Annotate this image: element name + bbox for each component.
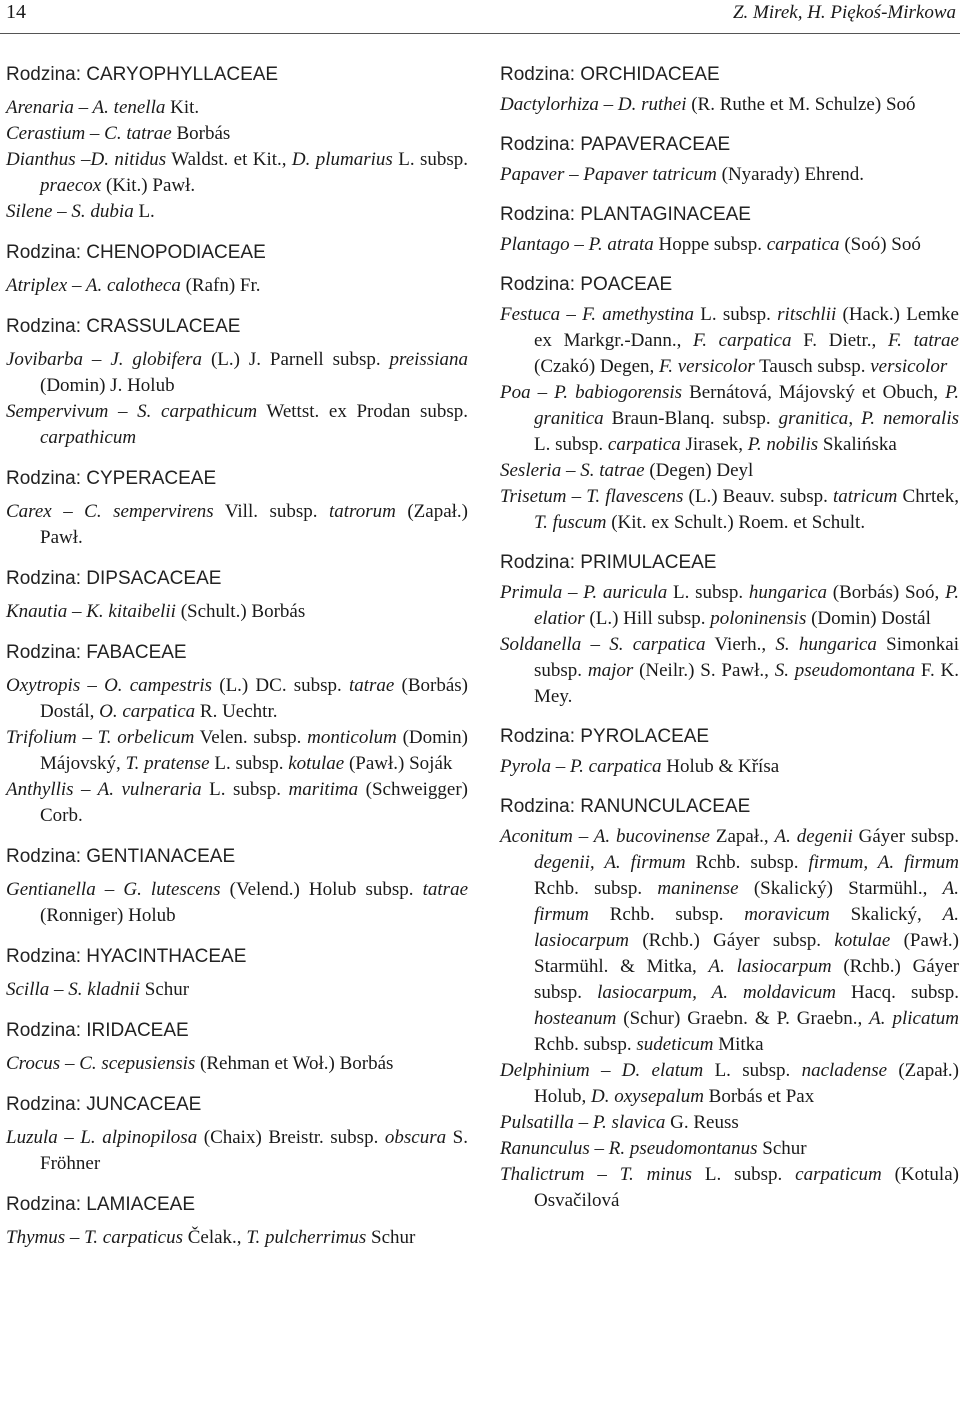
family-heading: Rodzina: FABACEAE <box>6 642 187 663</box>
taxon-entry: Pyrola – P. carpatica Holub & Křísa <box>500 756 780 777</box>
taxon-entry: Sesleria – S. tatrae (Degen) Deyl <box>500 460 754 481</box>
taxon-entry: Knautia – K. kitaibelii (Schult.) Borbás <box>6 601 306 622</box>
family-section <box>6 1018 468 1077</box>
family-section <box>6 566 468 625</box>
family-section <box>500 550 959 710</box>
taxon-entry: Oxytropis – O. campestris (L.) DC. subsp. tatrae (Borbás) Dostál, O. carpatica R. Uechtr. <box>6 675 468 722</box>
taxon-entry: Anthyllis – A. vulneraria L. subsp. maritima (Schweigger) Corb. <box>6 779 468 826</box>
family-heading: Rodzina: CRASSULACEAE <box>6 316 241 337</box>
family-heading: Rodzina: CARYOPHYLLACEAE <box>6 64 279 85</box>
taxon-entry: Papaver – Papaver tatricum (Nyarady) Ehrend. <box>500 164 865 185</box>
family-section <box>6 1192 468 1251</box>
taxon-entry: Pulsatilla – P. slavica G. Reuss <box>500 1112 739 1133</box>
taxon-entry: Delphinium – D. elatum L. subsp. nacladense (Zapał.) Holub, D. oxysepalum Borbás et Pax <box>500 1060 959 1107</box>
taxon-entry: Luzula – L. alpinopilosa (Chaix) Breistr. subsp. obscura S. Fröhner <box>6 1127 468 1174</box>
taxon-entry: Scilla – S. kladnii Schur <box>6 979 190 1000</box>
family-heading: Rodzina: POACEAE <box>500 274 673 295</box>
taxon-entry: Crocus – C. scepusiensis (Rehman et Woł.) Borbás <box>6 1053 394 1074</box>
family-heading: Rodzina: JUNCACEAE <box>6 1094 202 1115</box>
left-column <box>6 62 468 1266</box>
family-heading: Rodzina: RANUNCULACEAE <box>500 796 751 817</box>
family-section <box>6 314 468 451</box>
taxon-entry: Primula – P. auricula L. subsp. hungarica (Borbás) Soó, P. elatior (L.) Hill subsp. poloninensis (Domin) Dostál <box>500 582 959 629</box>
page-number: 14 <box>6 1 26 23</box>
taxon-entry: Atriplex – A. calotheca (Rafn) Fr. <box>6 275 261 296</box>
family-heading: Rodzina: PRIMULACEAE <box>500 552 717 573</box>
family-section <box>500 62 959 118</box>
taxon-entry: Thymus – T. carpaticus Čelak., T. pulcherrimus Schur <box>6 1227 416 1248</box>
family-section <box>6 466 468 551</box>
family-section <box>6 1092 468 1177</box>
taxon-entry: Gentianella – G. lutescens (Velend.) Holub subsp. tatrae (Ronniger) Holub <box>6 879 469 926</box>
family-heading: Rodzina: PLANTAGINACEAE <box>500 204 751 225</box>
running-head: Z. Mirek, H. Piękoś-Mirkowa <box>732 2 956 23</box>
taxon-entry: Festuca – F. amethystina L. subsp. ritschlii (Hack.) Lemke ex Markgr.-Dann., F. carpatica F. Dietr., F. tatrae (Czakó) Degen, F. versicolor Tausch subsp. versicolor <box>500 304 959 377</box>
family-heading: Rodzina: HYACINTHACEAE <box>6 946 247 967</box>
family-heading: Rodzina: ORCHIDACEAE <box>500 64 720 85</box>
taxon-entry: Plantago – P. atrata Hoppe subsp. carpatica (Soó) Soó <box>500 234 921 255</box>
taxon-entry: Trifolium – T. orbelicum Velen. subsp. monticolum (Domin) Májovský, T. pratense L. subsp. kotulae (Pawł.) Soják <box>6 727 468 774</box>
taxon-entry: Dianthus –D. nitidus Waldst. et Kit., D. plumarius L. subsp. praecox (Kit.) Pawł. <box>6 149 469 196</box>
family-section <box>500 202 959 258</box>
family-section <box>6 62 468 225</box>
family-heading: Rodzina: CYPERACEAE <box>6 468 217 489</box>
taxon-entry: Soldanella – S. carpatica Vierh., S. hungarica Simonkai subsp. major (Neilr.) S. Pawł., S. pseudomontana F. K. Mey. <box>500 634 960 707</box>
family-section <box>500 132 959 188</box>
right-column <box>500 62 959 1228</box>
family-heading: Rodzina: GENTIANACEAE <box>6 846 236 867</box>
family-heading: Rodzina: PYROLACEAE <box>500 726 710 747</box>
family-section <box>6 844 468 929</box>
family-section <box>6 944 468 1003</box>
taxon-entry: Jovibarba – J. globifera (L.) J. Parnell subsp. preissiana (Domin) J. Holub <box>6 349 468 396</box>
family-heading: Rodzina: LAMIACEAE <box>6 1194 196 1215</box>
taxon-entry: Carex – C. sempervirens Vill. subsp. tatrorum (Zapał.) Pawł. <box>6 501 468 548</box>
taxon-entry: Thalictrum – T. minus L. subsp. carpaticum (Kotula) Osvačilová <box>500 1164 959 1211</box>
family-section <box>6 240 468 299</box>
family-heading: Rodzina: IRIDACEAE <box>6 1020 189 1041</box>
taxon-entry: Poa – P. babiogorensis Bernátová, Májovský et Obuch, P. granitica Braun-Blanq. subsp. granitica, P. nemoralis L. subsp. carpatica Jirasek, P. nobilis Skalińska <box>500 382 960 455</box>
taxon-entry: Dactylorhiza – D. ruthei (R. Ruthe et M. Schulze) Soó <box>500 94 916 115</box>
taxon-entry: Cerastium – C. tatrae Borbás <box>6 123 231 144</box>
taxon-entry: Arenaria – A. tenella Kit. <box>6 97 200 118</box>
page-header <box>0 0 960 28</box>
family-heading: Rodzina: DIPSACACEAE <box>6 568 222 589</box>
family-heading: Rodzina: PAPAVERACEAE <box>500 134 731 155</box>
family-section <box>500 272 959 536</box>
taxon-entry: Ranunculus – R. pseudomontanus Schur <box>500 1138 807 1159</box>
taxon-entry: Silene – S. dubia L. <box>6 201 155 222</box>
family-heading: Rodzina: CHENOPODIACEAE <box>6 242 266 263</box>
header-rule <box>0 33 960 34</box>
taxon-entry: Aconitum – A. bucovinense Zapał., A. degenii Gáyer subsp. degenii, A. firmum Rchb. subsp. firmum, A. firmum Rchb. subsp. maninense (Skalický) Starmühl., A. firmum Rchb. subsp. moravicum Skalický, A. lasiocarpum (Rchb.) Gáyer subsp. kotulae (Pawł.) Starmühl. & Mitka, A. lasiocarpum (Rchb.) Gáyer subsp. lasiocarpum, A. moldavicum Hacq. subsp. hosteanum (Schur) Graebn. & P. Graebn., A. plicatum Rchb. subsp. sudeticum Mitka <box>500 826 960 1055</box>
taxon-entry: Trisetum – T. flavescens (L.) Beauv. subsp. tatricum Chrtek, T. fuscum (Kit. ex Schult.) Roem. et Schult. <box>500 486 959 533</box>
taxon-entry: Sempervivum – S. carpathicum Wettst. ex Prodan subsp. carpathicum <box>6 401 469 448</box>
family-section <box>6 640 468 829</box>
family-section <box>500 794 959 1214</box>
family-section <box>500 724 959 780</box>
